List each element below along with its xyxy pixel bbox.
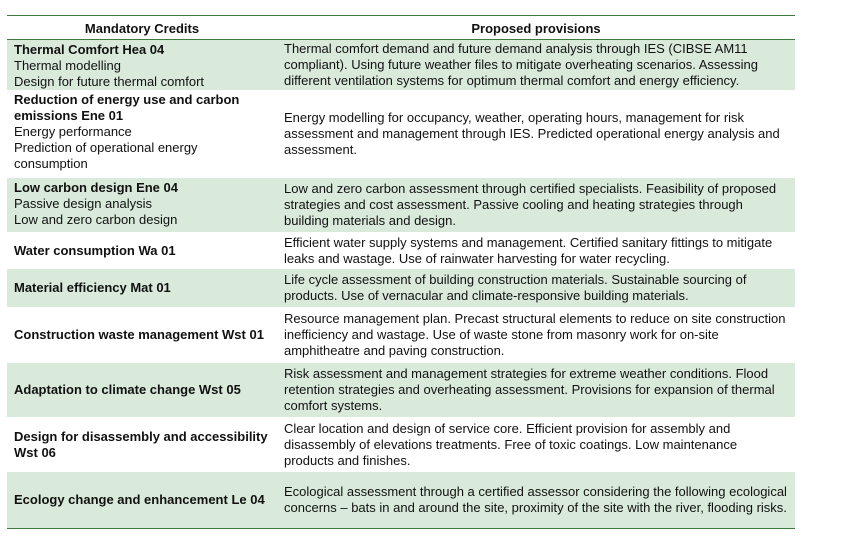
credit-subitem: Prediction of operational energy consumption xyxy=(14,140,198,171)
credit-title: Construction waste management Wst 01 xyxy=(14,327,264,342)
provision-text: Life cycle assessment of building construction materials. Sustainable sourcing of products. Use of vernacular and climate-responsive building materials. xyxy=(284,272,747,303)
header-proposed-provisions: Proposed provisions xyxy=(471,20,601,36)
provision-text: Ecological assessment through a certified assessor considering the following ecological concerns – bats in and around the site, proximity of the site with the river, flooding risks. xyxy=(284,483,787,515)
table-row xyxy=(7,269,795,307)
credit-cell xyxy=(7,417,277,472)
provision-cell xyxy=(277,472,795,528)
table-row xyxy=(7,232,795,269)
table-header-row xyxy=(7,16,795,40)
provision-text: Thermal comfort demand and future demand analysis through IES (CIBSE AM11 compliant). Using future weather files to mitigate overheating scenarios. Assessing different ventilation systems for optimum thermal comfort and energy efficiency. xyxy=(284,41,759,88)
credit-title: Reduction of energy use and carbon emissions Ene 01 xyxy=(14,92,240,123)
credit-cell xyxy=(7,90,277,178)
provision-text: Clear location and design of service core. Efficient provision for assembly and disassembly of elevations treatments. Free of toxic coatings. Low maintenance products and finishes. xyxy=(284,420,738,468)
table-row xyxy=(7,178,795,232)
provision-text: Resource management plan. Precast structural elements to reduce on site construction inefficiency and wastage. Use of waste stone from masonry work for on-site amphitheatre and paving construction. xyxy=(284,311,786,358)
provision-text: Risk assessment and management strategies for extreme weather conditions. Flood retention strategies and overheating assessment. Provisions for expansion of thermal comfort systems. xyxy=(284,366,775,413)
credit-cell xyxy=(7,40,277,91)
provision-cell xyxy=(277,307,795,363)
credit-cell xyxy=(7,363,277,417)
credit-title: Ecology change and enhancement Le 04 xyxy=(14,491,265,507)
provision-cell xyxy=(277,417,795,472)
table-body xyxy=(7,40,795,529)
credit-cell xyxy=(7,178,277,232)
credits-table xyxy=(7,15,795,529)
credit-title: Low carbon design Ene 04 xyxy=(14,180,178,195)
credit-cell xyxy=(7,269,277,307)
credit-subitem: Design for future thermal comfort xyxy=(14,74,205,89)
credit-subitem: Thermal modelling xyxy=(14,58,121,73)
provision-text: Efficient water supply systems and management. Certified sanitary fittings to mitigate leaks and wastage. Use of rainwater harvesting for water recycling. xyxy=(284,234,773,266)
table-row xyxy=(7,417,795,472)
table-row xyxy=(7,40,795,91)
table-row xyxy=(7,90,795,178)
table-row xyxy=(7,363,795,417)
credit-title: Adaptation to climate change Wst 05 xyxy=(14,382,241,397)
credit-title: Design for disassembly and accessibility Wst 06 xyxy=(14,428,268,460)
provision-cell xyxy=(277,232,795,269)
credits-table-container xyxy=(7,15,795,529)
credit-subitem: Low and zero carbon design xyxy=(14,212,178,227)
credit-title: Material efficiency Mat 01 xyxy=(14,280,171,295)
credit-cell xyxy=(7,472,277,528)
header-mandatory-credits: Mandatory Credits xyxy=(84,20,200,36)
provision-cell xyxy=(277,269,795,307)
credit-cell xyxy=(7,232,277,269)
credit-cell xyxy=(7,307,277,363)
provision-cell xyxy=(277,90,795,178)
provision-cell xyxy=(277,40,795,91)
table-row xyxy=(7,472,795,528)
provision-cell xyxy=(277,178,795,232)
credit-title: Thermal Comfort Hea 04 xyxy=(14,42,165,57)
provision-cell xyxy=(277,363,795,417)
credit-subitem: Passive design analysis xyxy=(14,196,153,211)
provision-text: Energy modelling for occupancy, weather, operating hours, management for risk assessment and management through IES. Predicted operational energy analysis and assessment. xyxy=(284,110,780,157)
provision-text: Low and zero carbon assessment through certified specialists. Feasibility of proposed strategies and cost assessment. Passive cooling and heating strategies through building materials and design. xyxy=(284,181,777,228)
credit-title: Water consumption Wa 01 xyxy=(14,242,176,258)
credit-subitem: Energy performance xyxy=(14,124,132,139)
table-row xyxy=(7,307,795,363)
